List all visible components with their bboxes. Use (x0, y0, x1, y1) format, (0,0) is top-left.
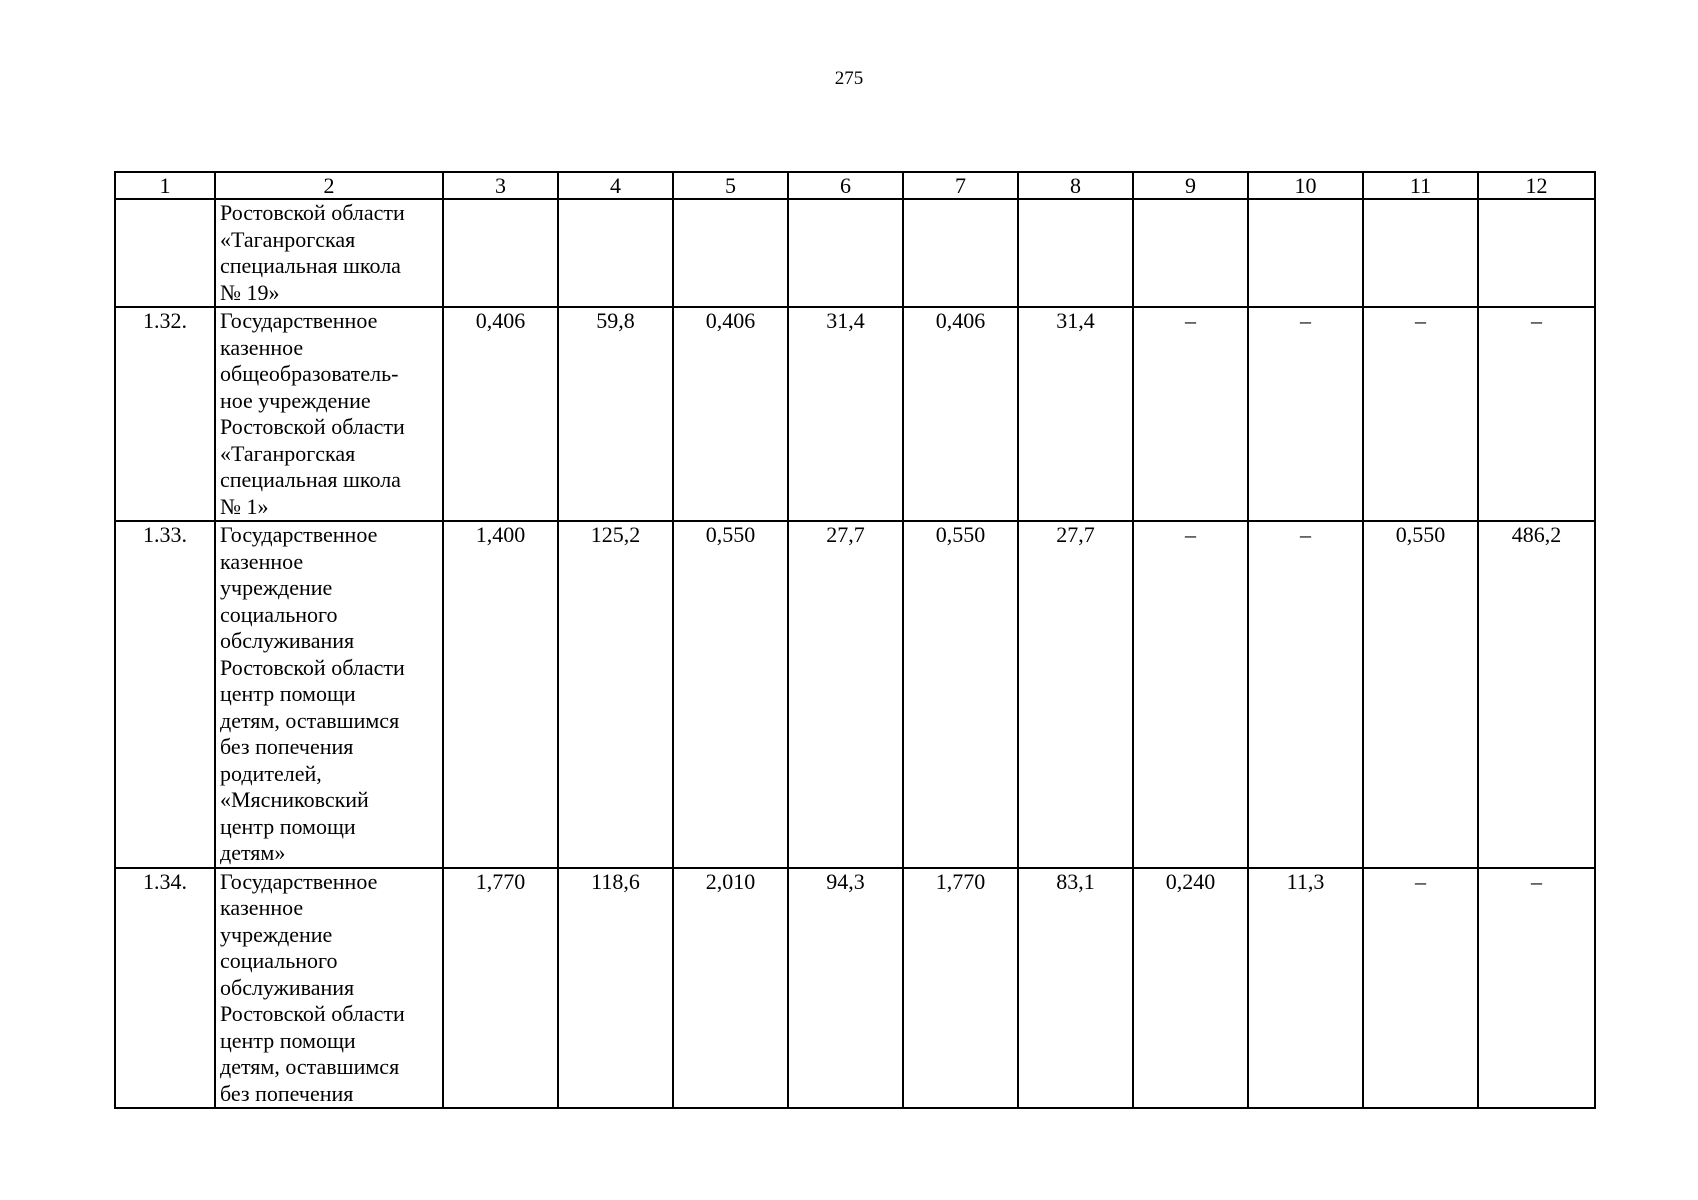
value-cell: – (1133, 307, 1248, 521)
value-cell (1478, 199, 1595, 307)
table-row (115, 521, 1595, 868)
column-header: 10 (1248, 172, 1363, 199)
institution-name: Государственное казенное общеобразователь- ное учреждение Ростовской области «Таганрогская специальная школа № 1» (215, 307, 443, 521)
value-cell: 486,2 (1478, 521, 1595, 868)
value-cell (443, 199, 558, 307)
value-cell: – (1478, 307, 1595, 521)
value-cell: – (1478, 868, 1595, 1109)
value-cell: 31,4 (788, 307, 903, 521)
value-cell: 11,3 (1248, 868, 1363, 1109)
table-row (115, 199, 1595, 307)
page-number: 275 (834, 68, 864, 89)
institution-name: Государственное казенное учреждение социального обслуживания Ростовской области центр помощи детям, оставшимся без попечения (215, 868, 443, 1109)
value-cell: – (1363, 307, 1478, 521)
value-cell: 0,550 (673, 521, 788, 868)
value-cell: 0,406 (443, 307, 558, 521)
value-cell: – (1363, 868, 1478, 1109)
value-cell (1018, 199, 1133, 307)
value-cell (1363, 199, 1478, 307)
value-cell: 1,770 (903, 868, 1018, 1109)
value-cell: 0,550 (903, 521, 1018, 868)
institution-name: Государственное казенное учреждение социального обслуживания Ростовской области центр помощи детям, оставшимся без попечения родителей, «Мясниковский центр помощи детям» (215, 521, 443, 868)
column-header: 9 (1133, 172, 1248, 199)
value-cell (903, 199, 1018, 307)
table-row (115, 307, 1595, 521)
row-number: 1.32. (115, 307, 215, 521)
value-cell (1248, 199, 1363, 307)
table-row (115, 868, 1595, 1109)
data-table (114, 171, 1596, 1109)
column-header: 1 (115, 172, 215, 199)
value-cell: 59,8 (558, 307, 673, 521)
column-header: 3 (443, 172, 558, 199)
value-cell: 1,770 (443, 868, 558, 1109)
value-cell: 118,6 (558, 868, 673, 1109)
row-number: 1.34. (115, 868, 215, 1109)
column-header: 6 (788, 172, 903, 199)
institution-name: Ростовской области «Таганрогская специальная школа № 19» (215, 199, 443, 307)
value-cell: 0,240 (1133, 868, 1248, 1109)
value-cell (788, 199, 903, 307)
row-number (115, 199, 215, 307)
value-cell (558, 199, 673, 307)
value-cell: 0,550 (1363, 521, 1478, 868)
value-cell: 83,1 (1018, 868, 1133, 1109)
value-cell: 125,2 (558, 521, 673, 868)
column-header: 11 (1363, 172, 1478, 199)
column-header: 2 (215, 172, 443, 199)
column-header: 4 (558, 172, 673, 199)
header-row (115, 172, 1595, 199)
value-cell: 27,7 (1018, 521, 1133, 868)
value-cell: 27,7 (788, 521, 903, 868)
column-header: 12 (1478, 172, 1595, 199)
value-cell: – (1248, 307, 1363, 521)
value-cell: 0,406 (673, 307, 788, 521)
value-cell: 31,4 (1018, 307, 1133, 521)
value-cell: 1,400 (443, 521, 558, 868)
value-cell: – (1248, 521, 1363, 868)
value-cell (1133, 199, 1248, 307)
value-cell (673, 199, 788, 307)
column-header: 7 (903, 172, 1018, 199)
value-cell: 94,3 (788, 868, 903, 1109)
table-body (115, 199, 1595, 1108)
row-number: 1.33. (115, 521, 215, 868)
value-cell: 0,406 (903, 307, 1018, 521)
column-header: 8 (1018, 172, 1133, 199)
table-header (115, 172, 1595, 199)
value-cell: – (1133, 521, 1248, 868)
value-cell: 2,010 (673, 868, 788, 1109)
column-header: 5 (673, 172, 788, 199)
